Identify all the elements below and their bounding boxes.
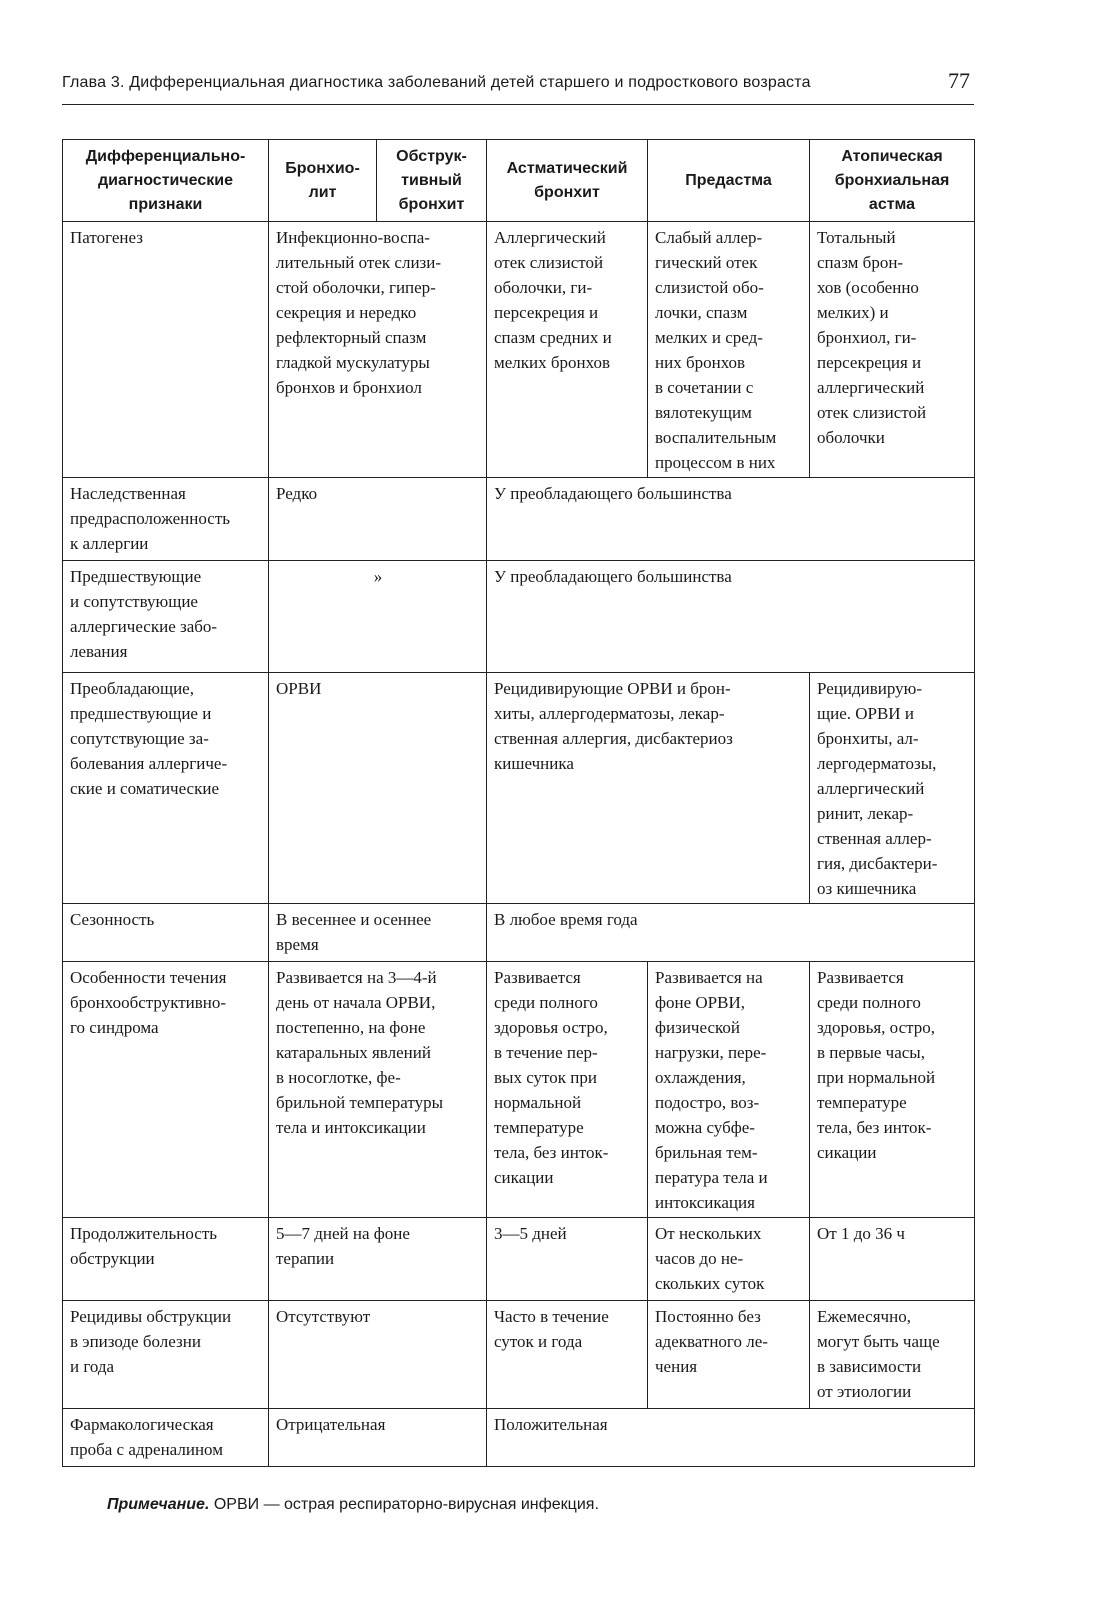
column-header: Атопическая бронхиальная астма: [810, 140, 975, 222]
table-cell: В любое время года: [487, 904, 975, 962]
table-cell: Рецидивирующие ОРВИ и брон- хиты, аллергодерматозы, лекар- ственная аллергия, дисбактериоз кишечника: [487, 673, 810, 904]
row-label: Рецидивы обструкции в эпизоде болезни и года: [63, 1301, 269, 1409]
table-cell: 3—5 дней: [487, 1218, 648, 1301]
row-label: Продолжительность обструкции: [63, 1218, 269, 1301]
table-cell: Часто в течение суток и года: [487, 1301, 648, 1409]
column-header: Бронхио- лит: [269, 140, 377, 222]
table-cell: Развивается среди полного здоровья, остро, в первые часы, при нормальной температуре тела, без инток- сикации: [810, 962, 975, 1218]
table-cell: Постоянно без адекватного ле- чения: [648, 1301, 810, 1409]
table-row: [63, 904, 975, 962]
row-label: Сезонность: [63, 904, 269, 962]
table-cell: В весеннее и осеннее время: [269, 904, 487, 962]
table-cell: 5—7 дней на фоне терапии: [269, 1218, 487, 1301]
table-cell: От 1 до 36 ч: [810, 1218, 975, 1301]
table-cell: От нескольких часов до не- скольких суток: [648, 1218, 810, 1301]
table-row: [63, 1409, 975, 1467]
table-header-row: [63, 140, 975, 222]
column-header: Обструк- тивный бронхит: [377, 140, 487, 222]
table-cell: Слабый аллер- гический отек слизистой обо- лочки, спазм мелких и сред- них бронхов в сочетании с вялотекущим воспалительным процессом в них: [648, 222, 810, 478]
column-header: Астматический бронхит: [487, 140, 648, 222]
table-row: [63, 1301, 975, 1409]
table-cell: »: [269, 561, 487, 673]
row-label: Фармакологическая проба с адреналином: [63, 1409, 269, 1467]
table-cell: Отсутствуют: [269, 1301, 487, 1409]
table-row: [63, 673, 975, 904]
table-cell: Развивается на фоне ОРВИ, физической нагрузки, пере- охлаждения, подостро, воз- можна субфе- брильная тем- пература тела и интоксикация: [648, 962, 810, 1218]
table-row: [63, 222, 975, 478]
table-cell: Развивается на 3—4-й день от начала ОРВИ, постепенно, на фоне катаральных явлений в носоглотке, фе- брильной температуры тела и интоксикации: [269, 962, 487, 1218]
table-cell: Развивается среди полного здоровья остро, в течение пер- вых суток при нормальной температуре тела, без инток- сикации: [487, 962, 648, 1218]
table-cell: Ежемесячно, могут быть чаще в зависимости от этиологии: [810, 1301, 975, 1409]
differential-diagnosis-table: [62, 139, 975, 1467]
note-label: Примечание.: [107, 1496, 210, 1513]
row-label: Патогенез: [63, 222, 269, 478]
table-cell: Рецидивирую- щие. ОРВИ и бронхиты, ал- лергодерматозы, аллергический ринит, лекар- ственная аллер- гия, дисбактери- оз кишечника: [810, 673, 975, 904]
table-row: [63, 1218, 975, 1301]
column-header: Дифференциально- диагностические признаки: [63, 140, 269, 222]
table-cell: Положительная: [487, 1409, 975, 1467]
table-row: [63, 962, 975, 1218]
column-header: Предастма: [648, 140, 810, 222]
note-text: ОРВИ — острая респираторно-вирусная инфекция.: [209, 1496, 599, 1513]
page-number: 77: [948, 68, 970, 93]
table-cell: Отрицательная: [269, 1409, 487, 1467]
row-label: Наследственная предрасположенность к аллергии: [63, 478, 269, 561]
table-cell: Редко: [269, 478, 487, 561]
table-cell: Аллергический отек слизистой оболочки, ги- персекреция и спазм средних и мелких бронхов: [487, 222, 648, 478]
row-label: Особенности течения бронхообструктивно- го синдрома: [63, 962, 269, 1218]
table-row: [63, 478, 975, 561]
row-label: Преобладающие, предшествующие и сопутствующие за- болевания аллергиче- ские и соматические: [63, 673, 269, 904]
table-cell: Инфекционно-воспа- лительный отек слизи- стой оболочки, гипер- секреция и нередко рефлекторный спазм гладкой мускулатуры бронхов и бронхиол: [269, 222, 487, 478]
table-cell: ОРВИ: [269, 673, 487, 904]
table-cell: У преобладающего большинства: [487, 561, 975, 673]
page-header: [62, 68, 974, 105]
table-note: [107, 1496, 599, 1514]
chapter-title: Глава 3. Дифференциальная диагностика заболеваний детей старшего и подросткового возраста: [62, 74, 811, 91]
table-cell: Тотальный спазм брон- хов (особенно мелких) и бронхиол, ги- персекреция и аллергический отек слизистой оболочки: [810, 222, 975, 478]
table-row: [63, 561, 975, 673]
table-cell: У преобладающего большинства: [487, 478, 975, 561]
row-label: Предшествующие и сопутствующие аллергические забо- левания: [63, 561, 269, 673]
